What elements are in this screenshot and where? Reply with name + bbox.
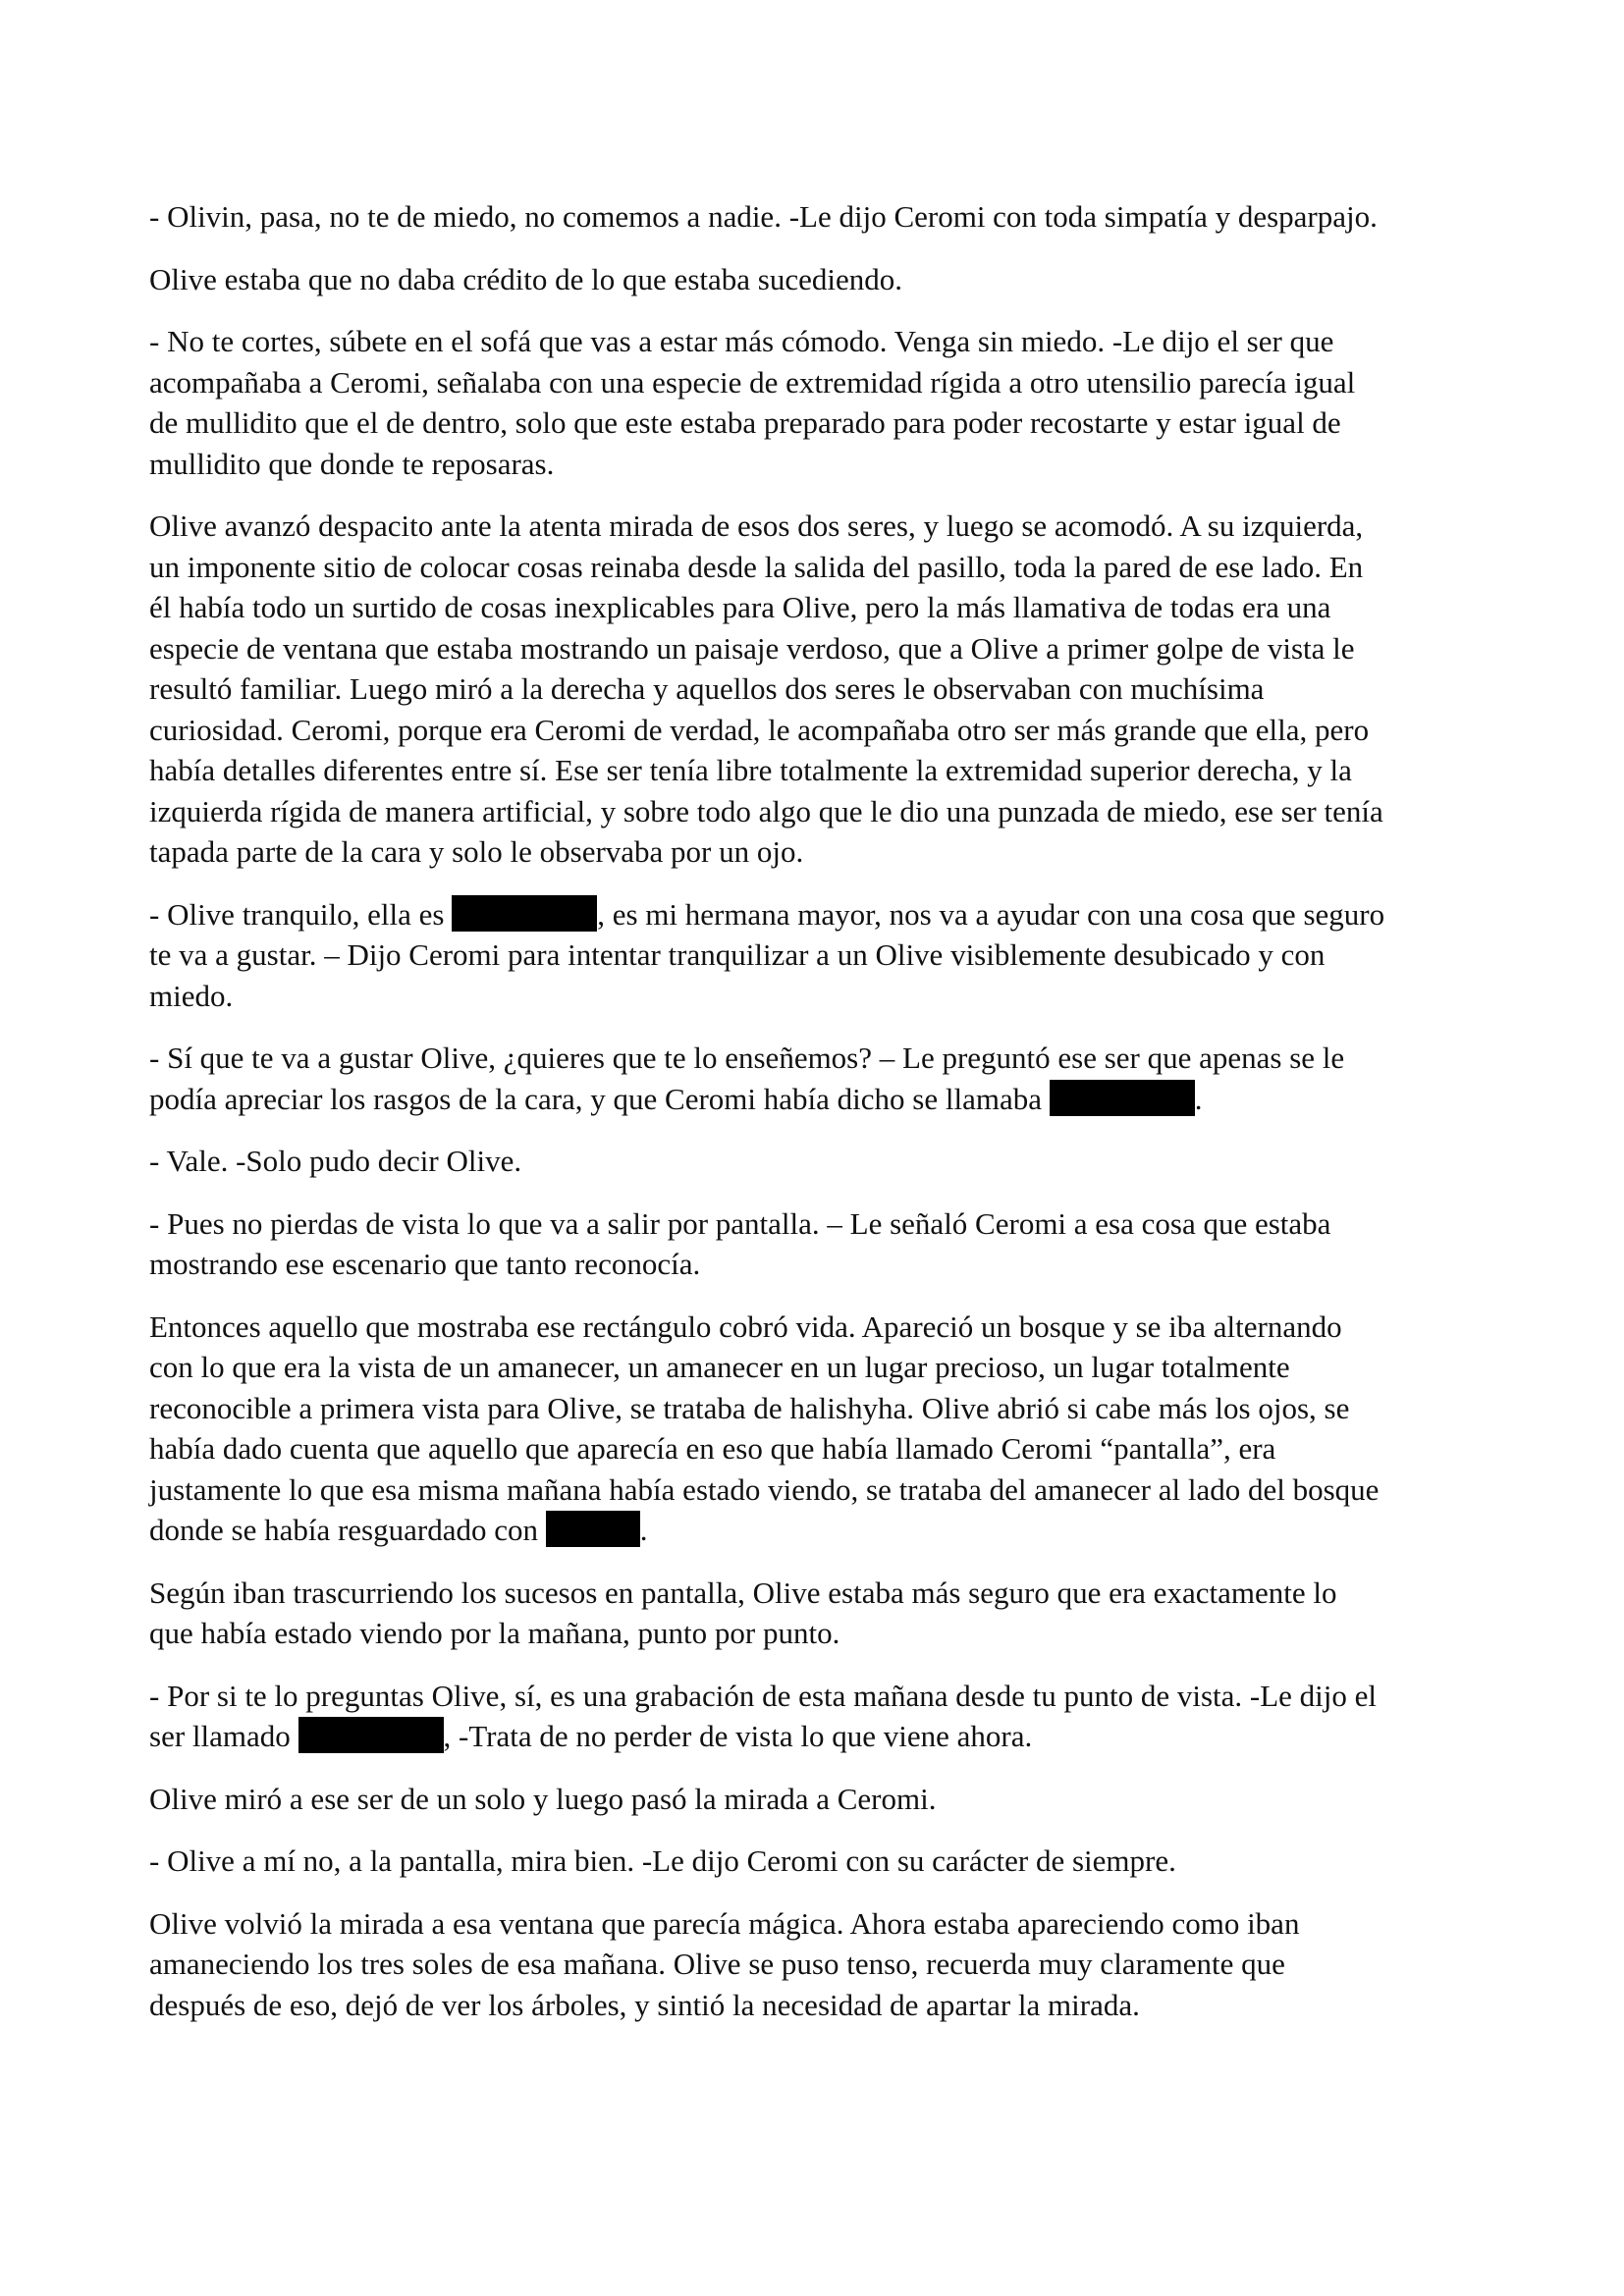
paragraph-text: , es mi hermana mayor, nos va a ayudar con una cosa que seguro te va a gustar. – Dijo Ceromi para intentar tranquilizar a un Olive visiblemente desubicado y con miedo. bbox=[149, 896, 1385, 1013]
paragraph-text: Entonces aquello que mostraba ese rectángulo cobró vida. Apareció un bosque y se iba alternando con lo que era la vista de un amanecer, un amanecer en un lugar precioso, un lugar totalmente reconocible a primera vista para Olive, se trataba de halishyha. Olive abrió si cabe más los ojos, se había dado cuenta que aquello que aparecía en eso que había llamado Ceromi “pantalla”, era justamente lo que esa misma mañana había estado viendo, se trataba del amanecer al lado del bosque donde se había resguardado con bbox=[149, 1308, 1380, 1547]
paragraph: Olive estaba que no daba crédito de lo que estaba sucediendo. bbox=[149, 261, 902, 296]
paragraph: - Pues no pierdas de vista lo que va a salir por pantalla. – Le señaló Ceromi a esa cosa que estaba mostrando ese escenario que tanto reconocía. bbox=[149, 1205, 1331, 1281]
paragraph-text: . bbox=[639, 1513, 648, 1547]
paragraph: - Olivin, pasa, no te de miedo, no comemos a nadie. -Le dijo Ceromi con toda simpatía y desparpajo. bbox=[149, 199, 1378, 234]
paragraph: Según iban trascurriendo los sucesos en pantalla, Olive estaba más seguro que era exactamente lo que había estado viendo por la mañana, punto por punto. bbox=[149, 1575, 1337, 1650]
paragraph: Olive avanzó despacito ante la atenta mirada de esos dos seres, y luego se acomodó. A su izquierda, un imponente sitio de colocar cosas reinaba desde la salida del pasillo, toda la pared de ese lado. En él había todo un surtido de cosas inexplicables para Olive, pero la más llamativa de todas era una especie de ventana que estaba mostrando un paisaje verdoso, que a Olive a primer golpe de vista le resultó familiar. Luego miró a la derecha y aquellos dos seres le observaban con muchísima curiosidad. Ceromi, porque era Ceromi de verdad, le acompañaba otro ser más grande que ella, pero había detalles diferentes entre sí. Ese ser tenía libre totalmente la extremidad superior derecha, y la izquierda rígida de manera artificial, y sobre todo algo que le dio una punzada de miedo, ese ser tenía tapada parte de la cara y solo le observaba por un ojo. bbox=[149, 508, 1383, 869]
paragraph-text: , -Trata de no perder de vista lo que viene ahora. bbox=[443, 1719, 1033, 1753]
paragraph bbox=[149, 894, 1494, 1017]
paragraph: Olive miró a ese ser de un solo y luego pasó la mirada a Ceromi. bbox=[149, 1781, 937, 1816]
paragraph: - Vale. -Solo pudo decir Olive. bbox=[149, 1144, 522, 1178]
paragraph: - No te cortes, súbete en el sofá que vas a estar más cómodo. Venga sin miedo. -Le dijo el ser que acompañaba a Ceromi, señalaba con una especie de extremidad rígida a otro utensilio parecía igual de mullidito que el de dentro, solo que este estaba preparado para poder recostarte y estar igual de mullidito que donde te reposaras. bbox=[149, 324, 1356, 481]
paragraph-text: - Olive tranquilo, ella es bbox=[149, 896, 453, 932]
paragraph-text: - Sí que te va a gustar Olive, ¿quieres que te lo enseñemos? – Le preguntó ese ser que apenas se le podía apreciar los rasgos de la cara, y que Ceromi había dicho se llamaba bbox=[149, 1041, 1345, 1116]
paragraph: - Olive a mí no, a la pantalla, mira bien. -Le dijo Ceromi con su carácter de siempre. bbox=[149, 1843, 1176, 1878]
redacted-name bbox=[546, 1511, 640, 1547]
redacted-name bbox=[298, 1717, 444, 1753]
paragraph bbox=[149, 1676, 1494, 1757]
document-page bbox=[149, 196, 1494, 2047]
paragraph bbox=[149, 1038, 1494, 1119]
redacted-name bbox=[1050, 1080, 1195, 1116]
paragraph: Olive volvió la mirada a esa ventana que parecía mágica. Ahora estaba apareciendo como iban amaneciendo los tres soles de esa mañana. Olive se puso tenso, recuerda muy claramente que después de eso, dejó de ver los árboles, y sintió la necesidad de apartar la mirada. bbox=[149, 1905, 1300, 2022]
paragraph bbox=[149, 1307, 1494, 1551]
paragraph-text: - Por si te lo preguntas Olive, sí, es una grabación de esta mañana desde tu punto de vista. -Le dijo el ser llamado bbox=[149, 1678, 1377, 1753]
redacted-name bbox=[452, 895, 597, 932]
paragraph-text: . bbox=[1194, 1081, 1203, 1116]
